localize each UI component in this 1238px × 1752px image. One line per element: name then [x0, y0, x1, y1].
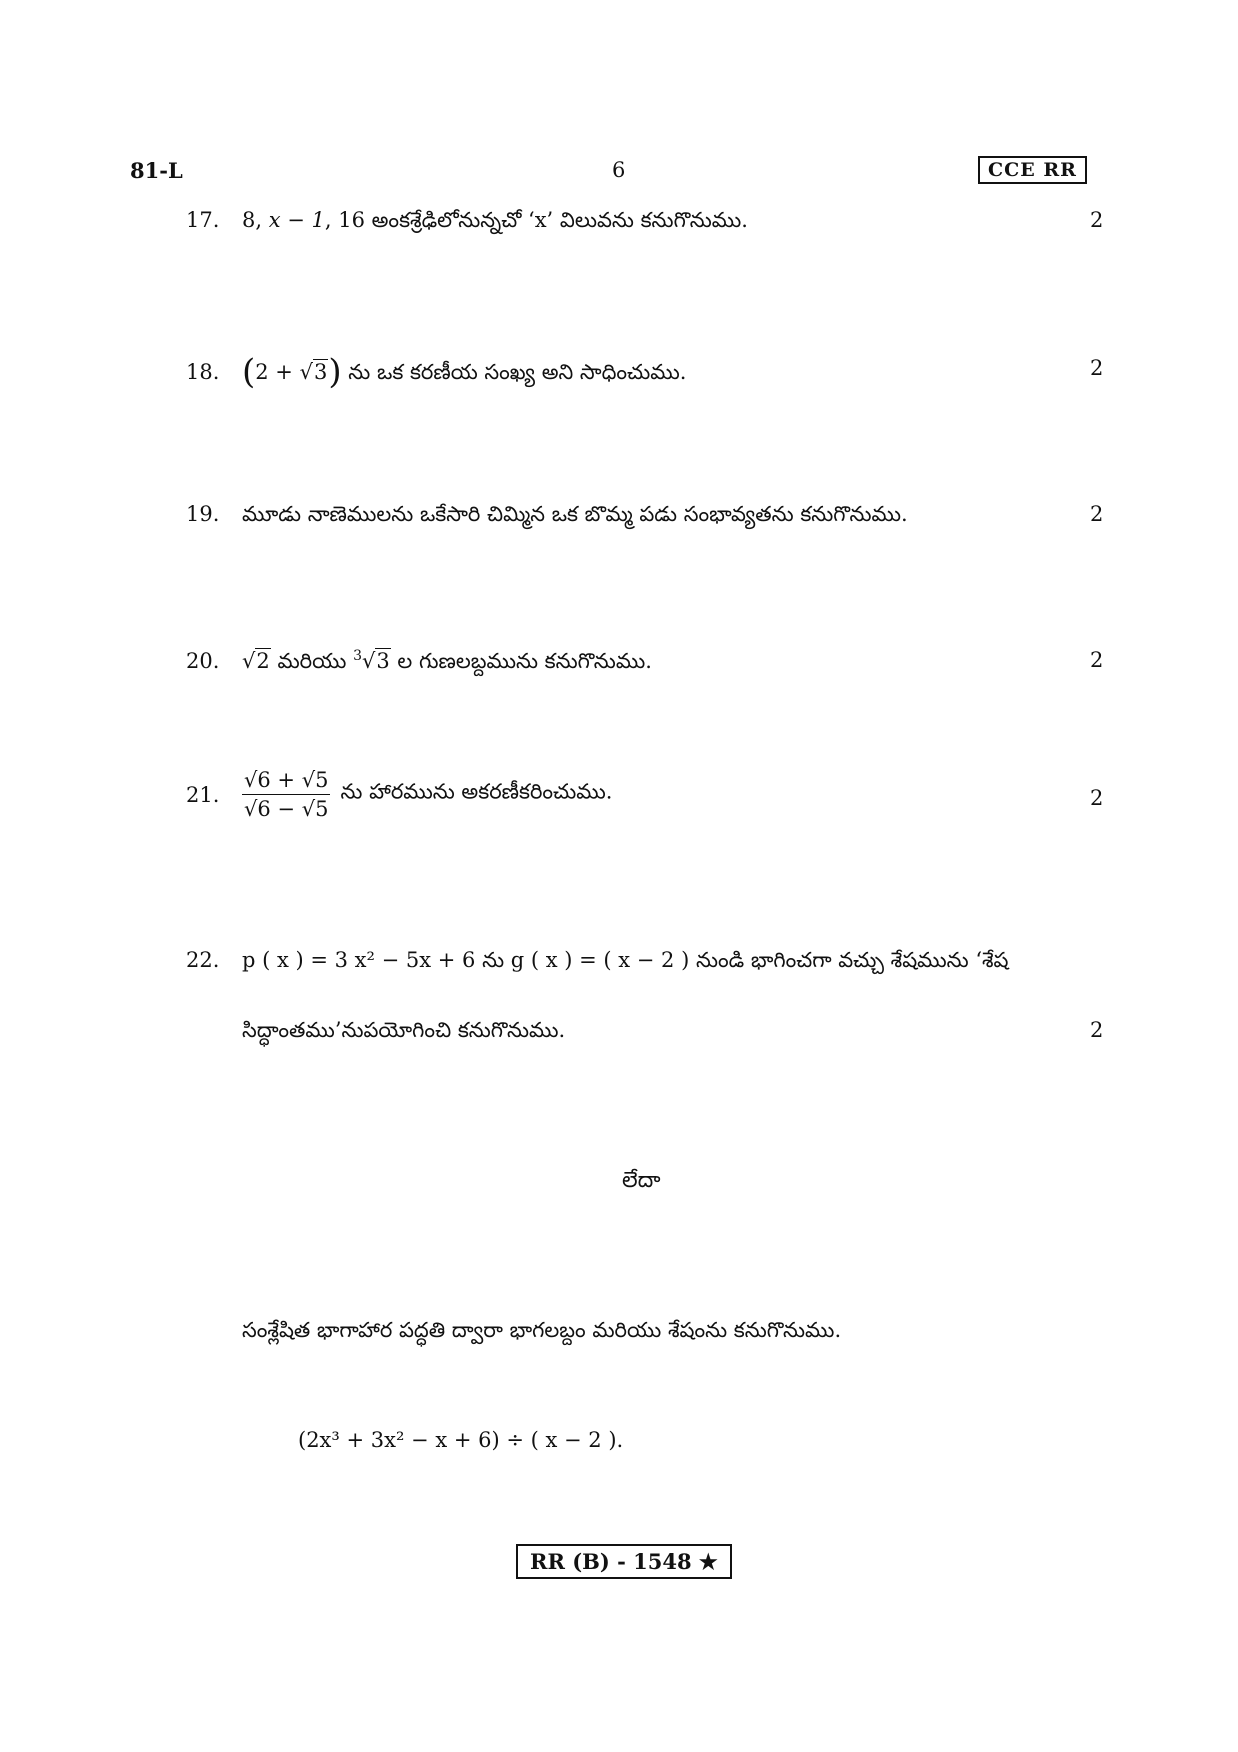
footer-code-box: RR (B) - 1548 ★	[516, 1544, 732, 1579]
question-number: 21.	[186, 782, 220, 807]
fraction-numerator: √6 + √5	[242, 768, 330, 795]
question-17	[186, 208, 748, 238]
marks-22: 2	[1090, 1018, 1104, 1042]
question-text: ల గుణలబ్దమును కనుగొనుము.	[390, 649, 652, 673]
question-22-line2	[242, 1018, 565, 1048]
marks-19: 2	[1090, 502, 1104, 526]
question-20: 20. √2 మరియు $^3$√3 ల గుణలబ్దమును కనుగొనుము.	[186, 648, 652, 673]
question-text: 8,	[242, 208, 269, 232]
root-index: 3	[353, 648, 362, 664]
question-number: 17.	[186, 208, 220, 232]
question-18: 18. (2 + √3) ను ఒక కరణీయ సంఖ్య అని సాధించుము.	[186, 352, 687, 392]
paper-code: 81-L	[130, 158, 183, 183]
math-expression: 2 +	[255, 360, 300, 384]
question-number: 20.	[186, 649, 220, 673]
radicand: 2	[256, 649, 270, 673]
or-label: లేదా	[622, 1168, 661, 1193]
question-21	[186, 768, 612, 821]
marks-20: 2	[1090, 648, 1104, 672]
question-text: ను ఒక కరణీయ సంఖ్య అని సాధించుము.	[341, 360, 687, 384]
fraction-denominator: √6 − √5	[244, 797, 329, 821]
question-22	[186, 948, 1009, 978]
marks-21: 2	[1090, 786, 1104, 810]
question-text: సిద్ధాంతము’నుపయోగించి కనుగొనుము.	[242, 1018, 566, 1042]
question-19	[186, 502, 908, 532]
question-text: ను హారమును అకరణీకరించుము.	[340, 779, 613, 804]
radicand: 3	[376, 649, 390, 673]
question-number: 19.	[186, 502, 220, 526]
marks-17: 2	[1090, 208, 1104, 232]
question-number: 22.	[186, 948, 220, 972]
math-expression: (2x³ + 3x² − x + 6) ÷ ( x − 2 ).	[298, 1428, 624, 1452]
radicand: 3	[313, 360, 328, 384]
question-number: 18.	[186, 360, 220, 384]
question-text: , 16 అంకశ్రేఢిలోనున్నచో ‘x’ విలువను కనుగొనుము.	[324, 208, 748, 232]
version-box: CCE RR	[978, 156, 1087, 184]
marks-18: 2	[1090, 356, 1104, 380]
math-expression: x − 1	[268, 208, 325, 232]
page-number: 6	[612, 158, 626, 182]
question-text: మరియు	[270, 649, 354, 673]
fraction	[242, 768, 330, 821]
question-text: p ( x ) = 3 x² − 5x + 6 ను g ( x ) = ( x − 2 ) నుండి భాగించగా వచ్చు శేషమును ‘శేష	[242, 948, 1009, 972]
question-text: మూడు నాణెములను ఒకేసారి చిమ్మిన ఒక బొమ్మ పడు సంభావ్యతను కనుగొనుము.	[242, 502, 908, 526]
alternative-question: సంశ్లేషిత భాగాహార పద్ధతి ద్వారా భాగలబ్దం మరియు శేషంను కనుగొనుము.	[242, 1318, 842, 1342]
